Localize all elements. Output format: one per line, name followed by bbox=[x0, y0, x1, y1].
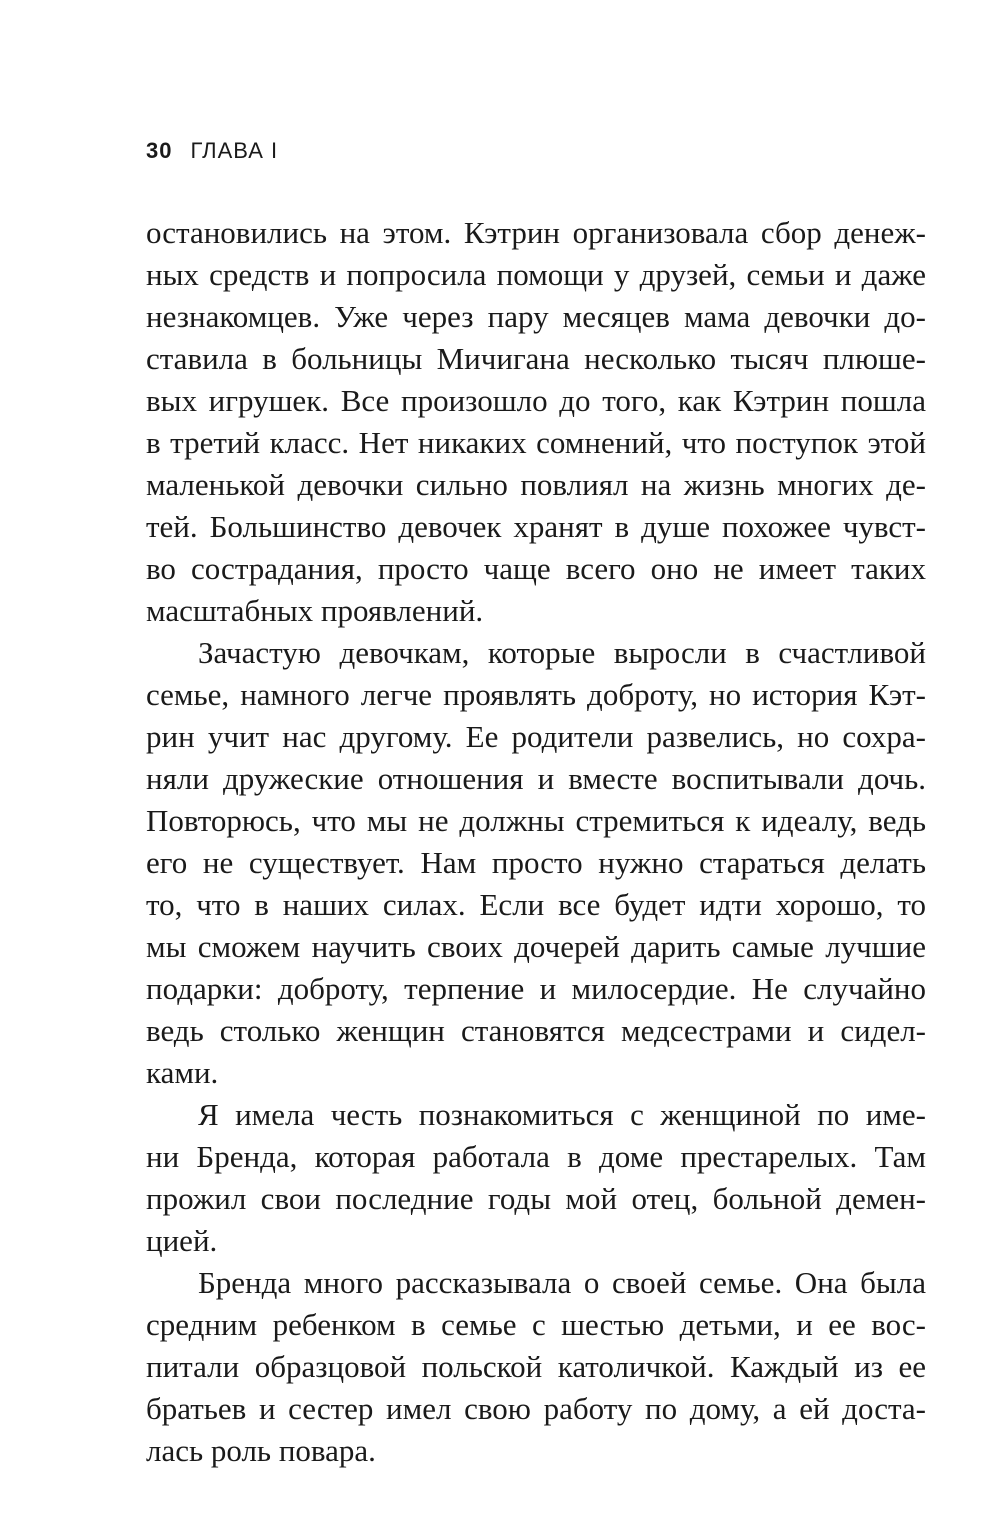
page-number: 30 bbox=[146, 138, 173, 163]
running-header bbox=[146, 138, 278, 174]
text-line: ных средств и попросила помощи у друзей, семьи и даже bbox=[146, 257, 926, 292]
text-line: рин учит нас другому. Ее родители развелись, но сохра- bbox=[146, 719, 926, 754]
text-line: его не существует. Нам просто нужно стараться делать bbox=[146, 845, 926, 880]
body-text bbox=[146, 212, 926, 1472]
text-line: во сострадания, просто чаще всего оно не имеет таких bbox=[146, 551, 926, 586]
text-line: ни Бренда, которая работала в доме престарелых. Там bbox=[146, 1139, 926, 1174]
text-line: прожил свои последние годы мой отец, больной демен- bbox=[146, 1181, 926, 1216]
text-line: в третий класс. Нет никаких сомнений, что поступок этой bbox=[146, 425, 926, 460]
text-line: незнакомцев. Уже через пару месяцев мама девочки до- bbox=[146, 299, 926, 334]
text-line: то, что в наших силах. Если все будет идти хорошо, то bbox=[146, 887, 926, 922]
text-line: масштабных проявлений. bbox=[146, 593, 484, 628]
text-line: ведь столько женщин становятся медсестрами и сидел- bbox=[146, 1013, 926, 1048]
text-line: мы сможем научить своих дочерей дарить самые лучшие bbox=[146, 929, 926, 964]
text-line: средним ребенком в семье с шестью детьми, и ее вос- bbox=[146, 1307, 926, 1342]
text-line: няли дружеские отношения и вместе воспитывали дочь. bbox=[146, 761, 926, 796]
paragraph-4 bbox=[146, 1262, 926, 1472]
text-line: подарки: доброту, терпение и милосердие. Не случайно bbox=[146, 971, 926, 1006]
text-line: вых игрушек. Все произошло до того, как Кэтрин пошла bbox=[146, 383, 926, 418]
text-line: остановились на этом. Кэтрин организовала сбор денеж- bbox=[146, 215, 926, 250]
paragraph-3 bbox=[146, 1094, 926, 1262]
paragraph-1 bbox=[146, 212, 926, 632]
chapter-label: ГЛАВА І bbox=[190, 138, 279, 163]
text-line: тей. Большинство девочек хранят в душе похожее чувст- bbox=[146, 509, 926, 544]
text-line: ками. bbox=[146, 1055, 219, 1090]
text-line: Повторюсь, что мы не должны стремиться к идеалу, ведь bbox=[146, 803, 926, 838]
text-line: Зачастую девочкам, которые выросли в счастливой bbox=[198, 635, 926, 670]
text-line: питали образцовой польской католичкой. Каждый из ее bbox=[146, 1349, 926, 1384]
paragraph-2 bbox=[146, 632, 926, 1094]
text-line: лась роль повара. bbox=[146, 1433, 376, 1468]
text-line: маленькой девочки сильно повлиял на жизнь многих де- bbox=[146, 467, 926, 502]
text-line: Я имела честь познакомиться с женщиной по име- bbox=[198, 1097, 926, 1132]
text-line: ставила в больницы Мичигана несколько тысяч плюше- bbox=[146, 341, 926, 376]
text-line: братьев и сестер имел свою работу по дому, а ей доста- bbox=[146, 1391, 926, 1426]
text-line: семье, намного легче проявлять доброту, но история Кэт- bbox=[146, 677, 926, 712]
text-line: цией. bbox=[146, 1223, 218, 1258]
text-line: Бренда много рассказывала о своей семье. Она была bbox=[198, 1265, 926, 1300]
